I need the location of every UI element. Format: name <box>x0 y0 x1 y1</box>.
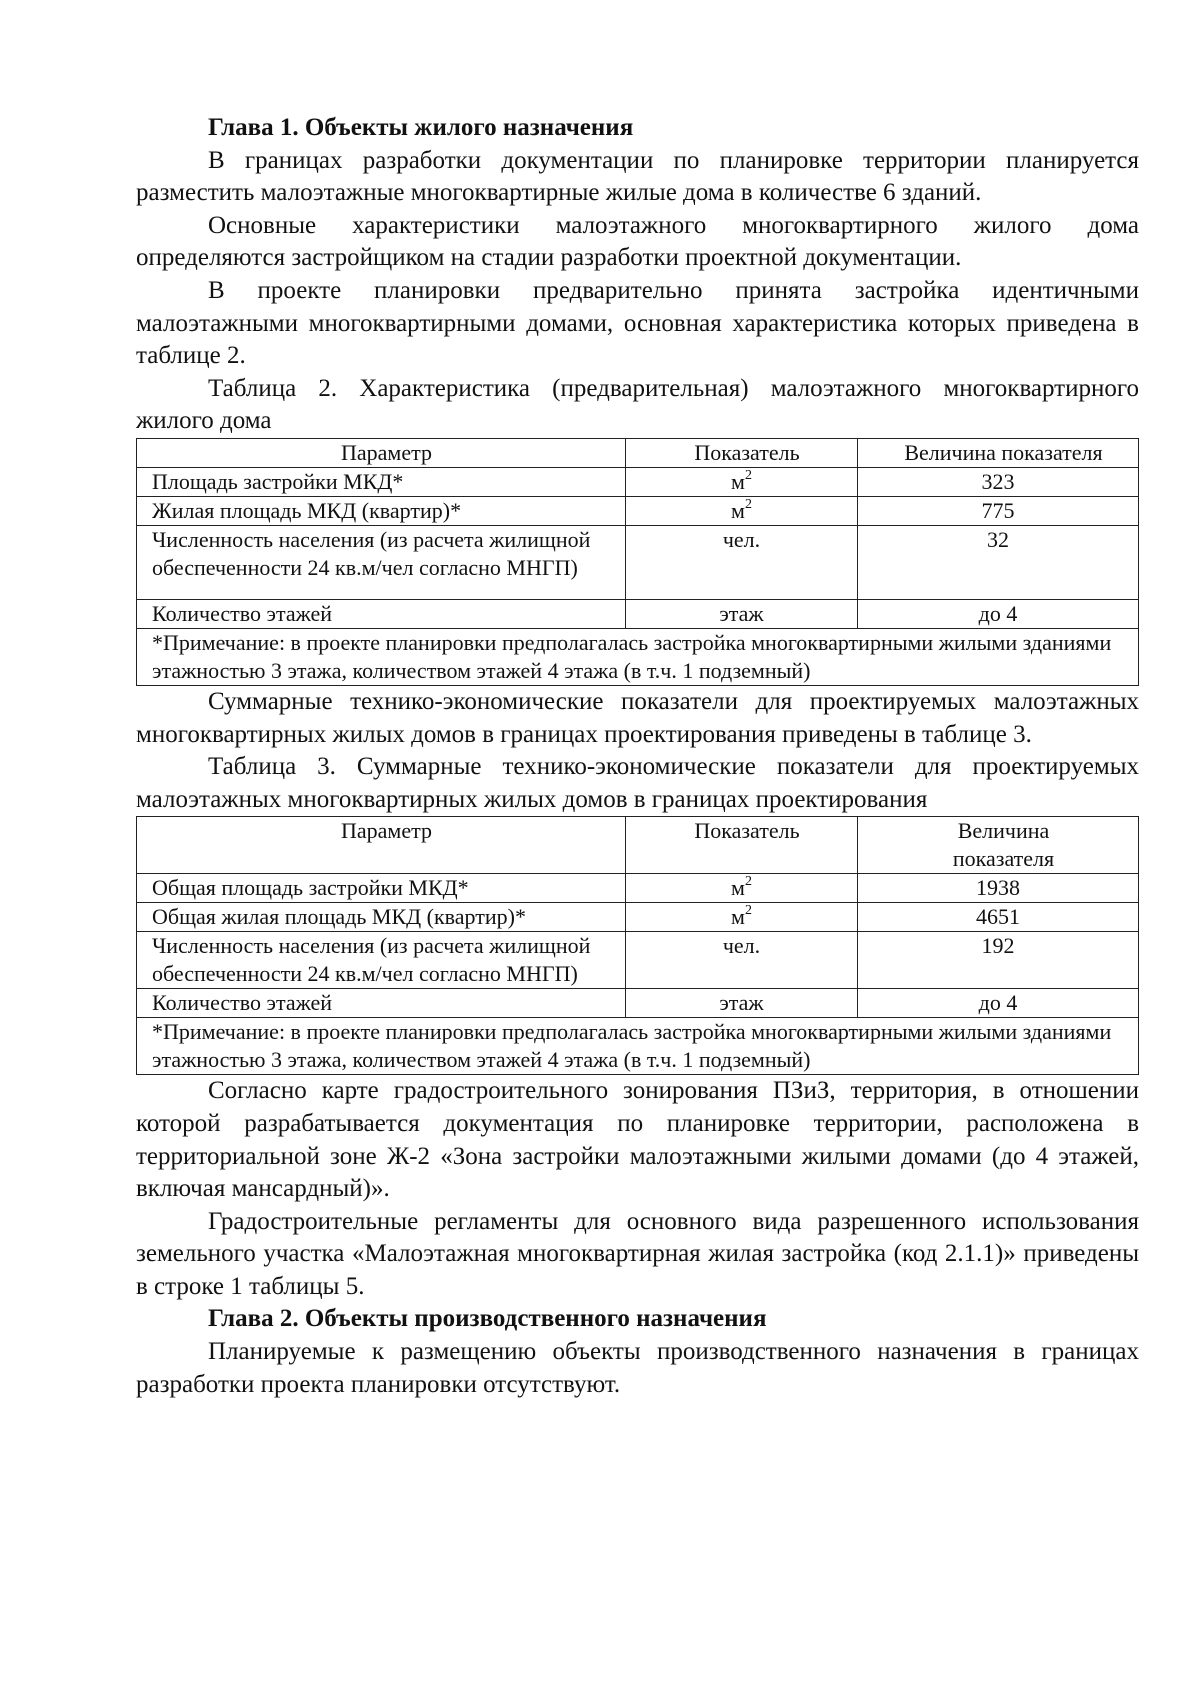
table-note: *Примечание: в проекте планировки предполагалась застройка многоквартирными жилыми зданиями этажностью 3 этажа, количеством этажей 4 этажа (в т.ч. 1 подземный) <box>137 1018 1139 1075</box>
document-page <box>136 112 1139 1401</box>
row-parameter: Общая жилая площадь МКД (квартир)* <box>137 903 626 932</box>
row-unit: чел. <box>626 525 858 599</box>
header-parameter: Параметр <box>137 438 626 467</box>
table-row <box>137 467 1139 496</box>
chapter2-title: Глава 2. Объекты производственного назначения <box>208 1305 767 1333</box>
table-row <box>137 932 1139 989</box>
table-row <box>137 496 1139 525</box>
row-value: 4651 <box>858 903 1139 932</box>
chapter1-paragraph-3: В проекте планировки предварительно принята застройка идентичными малоэтажными многоквартирными домами, основная характеристика которых приведена в таблице 2. <box>136 276 1139 370</box>
row-value: 32 <box>858 525 1139 599</box>
row-value: 775 <box>858 496 1139 525</box>
after-table3-paragraph-2: Градостроительные регламенты для основного вида разрешенного использования земельного участка «Малоэтажная многоквартирная жилая застройка (код 2.1.1)» приведены в строке 1 таблицы 5. <box>136 1207 1139 1300</box>
row-parameter: Жилая площадь МКД (квартир)* <box>137 496 626 525</box>
row-parameter: Общая площадь застройки МКД* <box>137 874 626 903</box>
row-unit: этаж <box>626 989 858 1018</box>
header-unit: Показатель <box>626 438 858 467</box>
header-parameter: Параметр <box>137 817 626 874</box>
table-2 <box>136 438 1139 686</box>
table3-caption: Таблица 3. Суммарные технико-экономические показатели для проектируемых малоэтажных многоквартирных жилых домов в границах проектирования <box>136 753 1139 813</box>
row-parameter: Количество этажей <box>137 599 626 628</box>
row-parameter: Количество этажей <box>137 989 626 1018</box>
chapter1-paragraph-1: В границах разработки документации по планировке территории планируется разместить малоэтажные многоквартирные жилые дома в количестве 6 зданий. <box>136 146 1139 207</box>
row-unit: $м^2$ <box>626 496 858 525</box>
row-value: до 4 <box>858 989 1139 1018</box>
row-unit: $м^2$ <box>626 874 858 903</box>
row-unit: чел. <box>626 932 858 989</box>
row-value: 192 <box>858 932 1139 989</box>
table-note-row <box>137 1018 1139 1075</box>
row-parameter: Численность населения (из расчета жилищной обеспеченности 24 кв.м/чел согласно МНГП) <box>137 932 626 989</box>
after-table2-paragraph: Суммарные технико-экономические показатели для проектируемых малоэтажных многоквартирных жилых домов в границах проектирования приведены в таблице 3. <box>136 687 1139 748</box>
table-header-row <box>137 438 1139 467</box>
chapter1-title: Глава 1. Объекты жилого назначения <box>208 114 634 141</box>
table-row <box>137 874 1139 903</box>
chapter1-paragraph-2: Основные характеристики малоэтажного многоквартирного жилого дома определяются застройщиком на стадии разработки проектной документации. <box>136 211 1139 272</box>
row-value: 323 <box>858 467 1139 496</box>
row-parameter: Численность населения (из расчета жилищной обеспеченности 24 кв.м/чел согласно МНГП) <box>137 525 626 599</box>
table-row <box>137 903 1139 932</box>
header-value-text: Величина показателя <box>952 818 1055 872</box>
chapter2-paragraph: Планируемые к размещению объекты производственного назначения в границах разработки проекта планировки отсутствуют. <box>136 1338 1139 1398</box>
after-table3-paragraph-1: Согласно карте градостроительного зонирования ПЗиЗ, территория, в отношении которой разрабатывается документация по планировке территории, расположена в территориальной зоне Ж-2 «Зона застройки малоэтажными жилыми домами (до 4 этажей, включая мансардный)». <box>136 1077 1139 1203</box>
row-value: до 4 <box>858 599 1139 628</box>
row-unit: $м^2$ <box>626 903 858 932</box>
table-note: *Примечание: в проекте планировки предполагалась застройка многоквартирными жилыми зданиями этажностью 3 этажа, количеством этажей 4 этажа (в т.ч. 1 подземный) <box>137 628 1139 685</box>
row-parameter: Площадь застройки МКД* <box>137 467 626 496</box>
header-value <box>858 817 1139 874</box>
table-header-row <box>137 817 1139 874</box>
table-row <box>137 599 1139 628</box>
table-row <box>137 989 1139 1018</box>
row-unit: $м^2$ <box>626 467 858 496</box>
table-note-row <box>137 628 1139 685</box>
row-value: 1938 <box>858 874 1139 903</box>
table2-caption: Таблица 2. Характеристика (предварительная) малоэтажного многоквартирного жилого дома <box>136 374 1139 435</box>
table-row <box>137 525 1139 599</box>
row-unit: этаж <box>626 599 858 628</box>
header-unit: Показатель <box>626 817 858 874</box>
header-value: Величина показателя <box>858 438 1139 467</box>
table-3 <box>136 816 1139 1075</box>
